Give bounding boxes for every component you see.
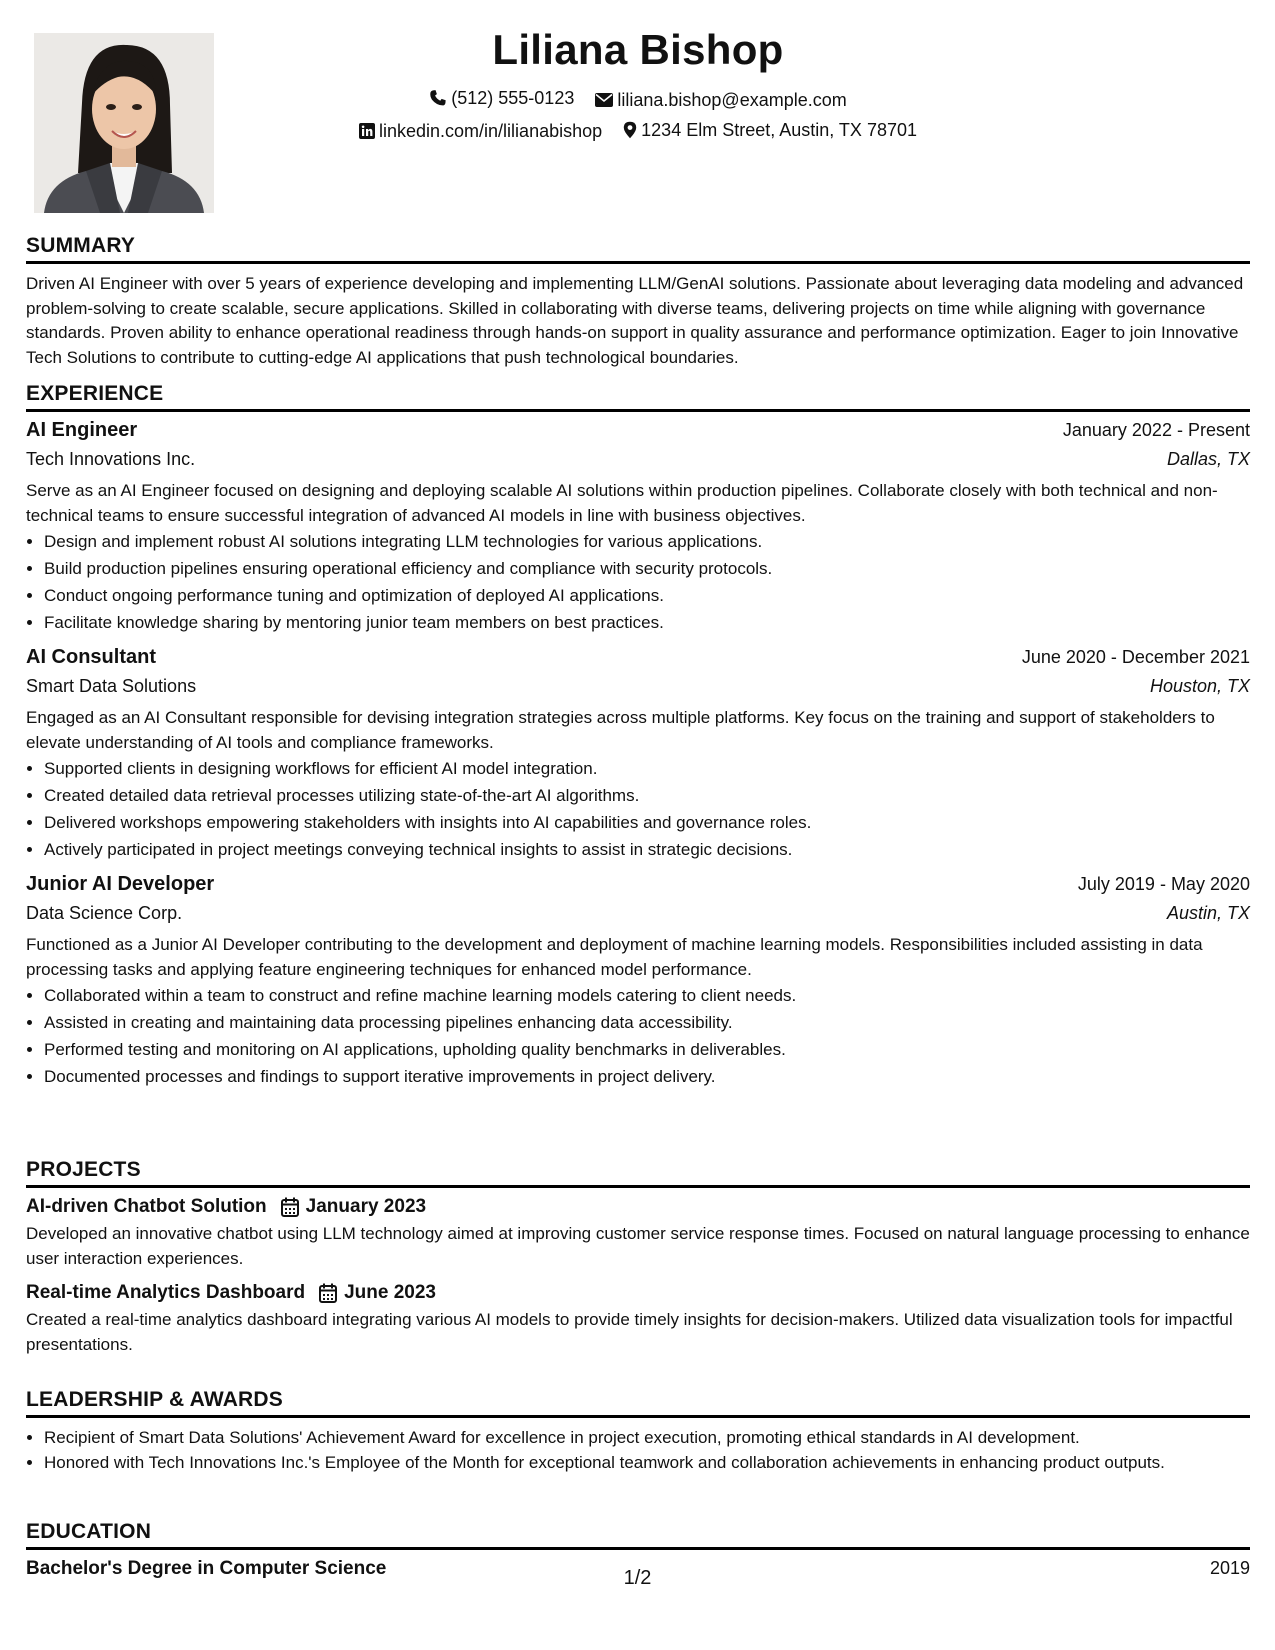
- envelope-icon: [595, 93, 613, 107]
- job-location: Austin, TX: [1166, 903, 1250, 923]
- project-description: Developed an innovative chatbot using LLM technology aimed at improving customer service response times. Focused on natural language processing to enhance user interaction experiences.: [26, 1224, 1250, 1268]
- summary-heading: SUMMARY: [26, 234, 1250, 264]
- job-location: Dallas, TX: [1166, 449, 1250, 469]
- list-item: • Actively participated in project meetings conveying technical insights to assist in strategic decisions.: [44, 836, 1250, 863]
- linkedin-contact[interactable]: [359, 120, 602, 142]
- list-item: • Assisted in creating and maintaining data processing pipelines enhancing data accessibility.: [44, 1009, 1250, 1036]
- job-header-row: [26, 419, 1250, 442]
- list-item: • Performed testing and monitoring on AI applications, upholding quality benchmarks in deliverables.: [44, 1036, 1250, 1063]
- degree-name: Bachelor's Degree in Computer Science: [26, 1558, 387, 1579]
- education-heading: EDUCATION: [26, 1520, 1250, 1550]
- phone-number: (512) 555-0123: [451, 88, 575, 108]
- projects-heading: PROJECTS: [26, 1158, 1250, 1188]
- list-item: • Conduct ongoing performance tuning and optimization of deployed AI applications.: [44, 582, 1250, 609]
- company-name: Data Science Corp.: [26, 903, 183, 923]
- calendar-icon: [281, 1197, 299, 1217]
- list-item: • Build production pipelines ensuring operational efficiency and compliance with security protocols.: [44, 555, 1250, 582]
- job-description: Engaged as an AI Consultant responsible for devising integration strategies across multiple platforms. Key focus on the training and support of stakeholders to elevate understanding of AI tools and compliance frameworks.: [26, 708, 1215, 752]
- leadership-section: [26, 1388, 1250, 1475]
- contact-line-2: [26, 119, 1250, 144]
- job-entry: [26, 646, 1250, 863]
- phone-contact[interactable]: [429, 87, 574, 109]
- job-description: Serve as an AI Engineer focused on designing and deploying scalable AI solutions within production pipelines. Collaborate closely with both technical and non-technical teams to ensure successful integration of advanced AI models in line with business objectives.: [26, 481, 1218, 525]
- list-item: • Supported clients in designing workflows for efficient AI model integration.: [44, 755, 1250, 782]
- job-header-row: [26, 646, 1250, 669]
- page-number: 1/2: [623, 1567, 652, 1589]
- job-company-row: [26, 449, 1250, 470]
- project-entry: [26, 1282, 1250, 1357]
- summary-text: Driven AI Engineer with over 5 years of experience developing and implementing LLM/GenAI solutions. Passionate about leveraging data modeling and advanced problem-solving to create scalable, secure applications. Skilled in collaborating with diverse teams, delivering projects on time while aligning with governance standards. Proven ability to enhance operational readiness through hands-on support in quality assurance and performance optimization. Eager to join Innovative Tech Solutions to contribute to cutting-edge AI applications that push technological boundaries.: [26, 274, 1244, 367]
- project-header: [26, 1282, 1250, 1304]
- project-description: Created a real-time analytics dashboard integrating various AI models to provide timely insights for decision-makers. Utilized data visualization tools for impactful presentations.: [26, 1310, 1233, 1354]
- resume-header: [26, 20, 1250, 144]
- list-item: • Recipient of Smart Data Solutions' Achievement Award for excellence in project execution, promoting ethical standards in AI development.: [44, 1424, 1250, 1451]
- project-date: June 2023: [344, 1282, 437, 1303]
- graduation-year: 2019: [1209, 1558, 1250, 1578]
- job-bullets: [26, 528, 1250, 636]
- job-bullets: [26, 982, 1250, 1090]
- company-name: Smart Data Solutions: [26, 676, 197, 696]
- summary-section: [26, 234, 1250, 370]
- experience-heading: EXPERIENCE: [26, 382, 1250, 412]
- address-contact: [623, 119, 917, 141]
- email-address: liliana.bishop@example.com: [617, 90, 847, 110]
- linkedin-url: linkedin.com/in/lilianabishop: [379, 121, 603, 141]
- list-item: • Design and implement robust AI solutions integrating LLM technologies for various applications.: [44, 528, 1250, 555]
- map-pin-icon: [623, 121, 637, 139]
- list-item: • Collaborated within a team to construct and refine machine learning models catering to client needs.: [44, 982, 1250, 1009]
- list-item: • Documented processes and findings to support iterative improvements in project delivery.: [44, 1063, 1250, 1090]
- job-title: AI Engineer: [26, 419, 138, 441]
- job-dates: January 2022 - Present: [1062, 420, 1250, 440]
- job-bullets: [26, 755, 1250, 863]
- leadership-bullets: [26, 1424, 1250, 1475]
- email-contact[interactable]: [595, 89, 846, 111]
- job-company-row: [26, 903, 1250, 924]
- project-name: AI-driven Chatbot Solution: [26, 1196, 267, 1217]
- job-title: Junior AI Developer: [26, 873, 215, 895]
- job-description: Functioned as a Junior AI Developer contributing to the development and deployment of machine learning models. Responsibilities included assisting in data processing tasks and applying feature engineering techniques for enhanced model performance.: [26, 935, 1203, 979]
- projects-section: [26, 1158, 1250, 1357]
- project-date: January 2023: [305, 1196, 427, 1217]
- leadership-heading: LEADERSHIP & AWARDS: [26, 1388, 1250, 1418]
- job-dates: July 2019 - May 2020: [1077, 874, 1250, 894]
- candidate-name: Liliana Bishop: [492, 26, 784, 73]
- street-address: 1234 Elm Street, Austin, TX 78701: [641, 120, 917, 140]
- company-name: Tech Innovations Inc.: [26, 449, 196, 469]
- contact-line-1: [26, 87, 1250, 112]
- job-company-row: [26, 676, 1250, 697]
- list-item: • Delivered workshops empowering stakeholders with insights into AI capabilities and governance roles.: [44, 809, 1250, 836]
- job-entry: [26, 419, 1250, 636]
- list-item: • Created detailed data retrieval processes utilizing state-of-the-art AI algorithms.: [44, 782, 1250, 809]
- project-entry: [26, 1196, 1250, 1271]
- job-header-row: [26, 873, 1250, 896]
- job-location: Houston, TX: [1149, 676, 1250, 696]
- list-item: • Facilitate knowledge sharing by mentoring junior team members on best practices.: [44, 609, 1250, 636]
- project-name: Real-time Analytics Dashboard: [26, 1282, 306, 1303]
- project-header: [26, 1196, 1250, 1218]
- list-item: • Honored with Tech Innovations Inc.'s Employee of the Month for exceptional teamwork and collaboration achievements in enhancing product outputs.: [44, 1451, 1250, 1475]
- experience-section: [26, 382, 1250, 1090]
- phone-icon: [429, 89, 447, 107]
- job-dates: June 2020 - December 2021: [1021, 647, 1250, 667]
- job-title: AI Consultant: [26, 646, 156, 668]
- linkedin-icon: [359, 123, 375, 139]
- calendar-icon: [319, 1283, 337, 1303]
- job-entry: [26, 873, 1250, 1090]
